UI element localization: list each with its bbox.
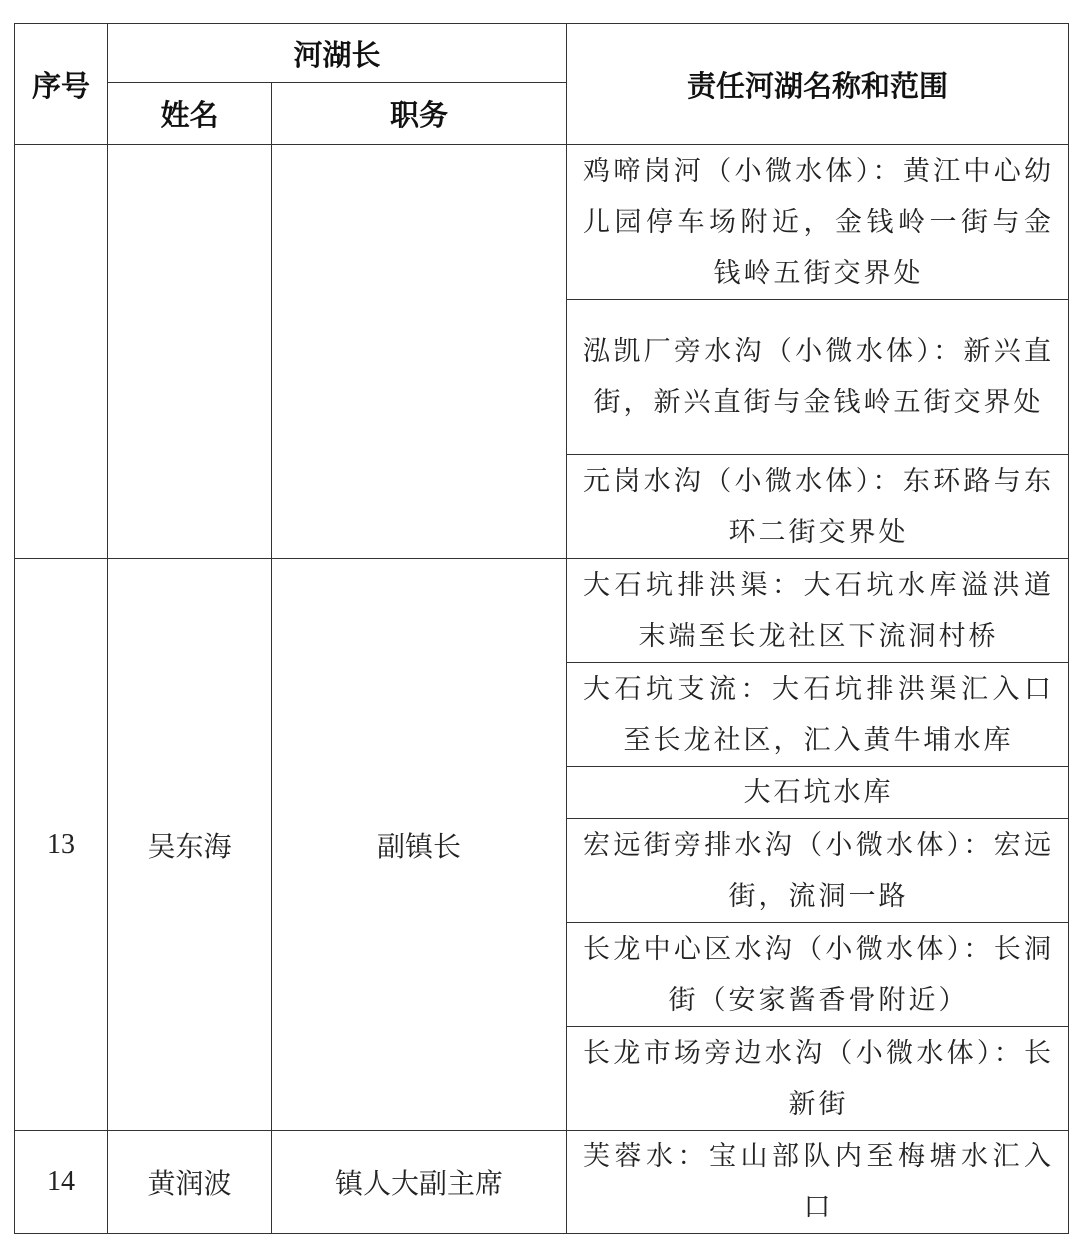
scope-cell: 鸡啼岗河（小微水体）：黄江中心幼儿园停车场附近，金钱岭一街与金钱岭五街交界处 [567,145,1069,300]
table-row [15,559,1069,663]
name-cell: 黄润波 [108,1131,272,1234]
index-cell: 14 [15,1131,108,1234]
scope-cell: 宏远街旁排水沟（小微水体）：宏远街，流洞一路 [567,819,1069,923]
position-cell-empty [272,145,567,559]
name-cell-empty [108,145,272,559]
table-row [15,1131,1069,1234]
header-position: 职务 [272,83,567,145]
position-cell: 镇人大副主席 [272,1131,567,1234]
index-cell: 13 [15,559,108,1131]
scope-cell: 大石坑排洪渠：大石坑水库溢洪道末端至长龙社区下流洞村桥 [567,559,1069,663]
header-index: 序号 [15,24,108,145]
name-cell: 吴东海 [108,559,272,1131]
scope-cell: 芙蓉水：宝山部队内至梅塘水汇入口 [567,1131,1069,1234]
scope-cell: 元岗水沟（小微水体）：东环路与东环二街交界处 [567,455,1069,559]
scope-cell: 长龙市场旁边水沟（小微水体）：长新街 [567,1027,1069,1131]
index-cell-empty [15,145,108,559]
header-scope: 责任河湖名称和范围 [567,24,1069,145]
scope-cell: 大石坑水库 [567,767,1069,819]
scope-cell: 泓凯厂旁水沟（小微水体）：新兴直街，新兴直街与金钱岭五街交界处 [567,300,1069,455]
river-chief-table [14,23,1069,1234]
header-chief-group: 河湖长 [108,24,567,83]
header-name: 姓名 [108,83,272,145]
position-cell: 副镇长 [272,559,567,1131]
scope-cell: 长龙中心区水沟（小微水体）：长洞街（安家酱香骨附近） [567,923,1069,1027]
scope-cell: 大石坑支流：大石坑排洪渠汇入口至长龙社区，汇入黄牛埔水库 [567,663,1069,767]
table-row [15,145,1069,300]
